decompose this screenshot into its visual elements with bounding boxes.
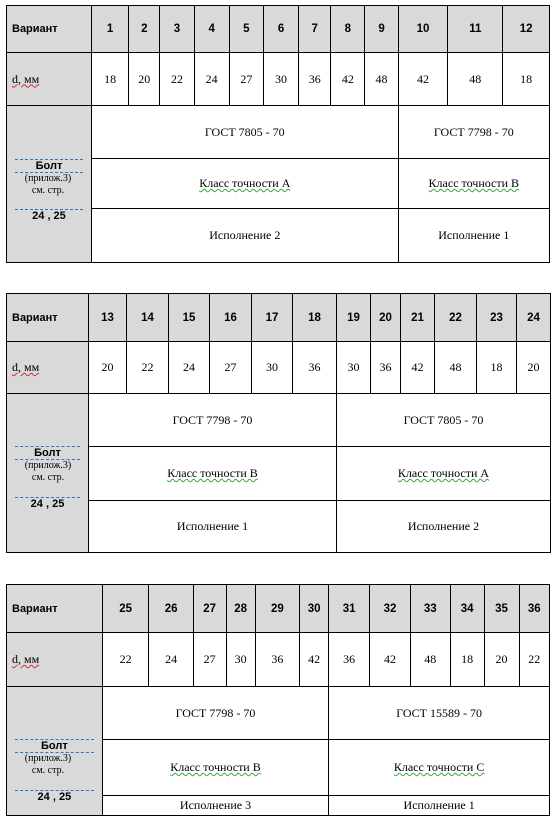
- diameter-cell: 18: [91, 53, 128, 106]
- diameter-cell: 30: [337, 342, 371, 394]
- diameter-cell: 48: [448, 53, 503, 106]
- variant-cell: 18: [293, 294, 337, 342]
- accuracy-class-cell: Класс точности В: [89, 447, 337, 500]
- variant-cell: 23: [477, 294, 517, 342]
- diameter-cell: 22: [519, 633, 549, 687]
- diameter-cell: 42: [398, 53, 448, 106]
- gost-cell: ГОСТ 7798 - 70: [398, 106, 549, 159]
- diameter-cell: 36: [293, 342, 337, 394]
- diameter-row: [7, 633, 550, 687]
- diameter-cell: 18: [477, 342, 517, 394]
- accuracy-class-cell: Класс точности С: [329, 740, 550, 795]
- accuracy-class-cell: Класс точности В: [398, 159, 549, 208]
- accuracy-class-cell: Класс точности В: [102, 740, 328, 795]
- execution-cell: Исполнение 3: [102, 795, 328, 815]
- variant-label: Вариант: [7, 6, 92, 53]
- appendix-reference: (прилож.3) см. стр.: [24, 460, 72, 483]
- diameter-cell: 42: [401, 342, 435, 394]
- variant-cell: 30: [300, 585, 329, 633]
- diameter-cell: 48: [410, 633, 450, 687]
- variant-cell: 8: [331, 6, 365, 53]
- variant-cell: 20: [371, 294, 401, 342]
- variant-table-3: [6, 584, 550, 816]
- variant-cell: 25: [102, 585, 149, 633]
- bolt-label-cell: [7, 394, 89, 553]
- variant-table-2: [6, 293, 551, 553]
- appendix-reference: (прилож.3) см. стр.: [24, 173, 72, 196]
- variant-row: [7, 585, 550, 633]
- gost-cell: ГОСТ 7805 - 70: [337, 394, 551, 447]
- variant-cell: 32: [370, 585, 411, 633]
- variant-cell: 19: [337, 294, 371, 342]
- gost-cell: ГОСТ 7805 - 70: [91, 106, 398, 159]
- accuracy-class-cell: Класс точности А: [337, 447, 551, 500]
- diameter-row: [7, 53, 550, 106]
- variant-cell: 5: [229, 6, 263, 53]
- variant-cell: 28: [226, 585, 255, 633]
- variant-cell: 35: [484, 585, 519, 633]
- variant-cell: 7: [299, 6, 331, 53]
- diameter-cell: 27: [210, 342, 252, 394]
- variant-cell: 36: [519, 585, 549, 633]
- gost-cell: ГОСТ 15589 - 70: [329, 687, 550, 740]
- diameter-cell: 27: [229, 53, 263, 106]
- variant-label: Вариант: [7, 294, 89, 342]
- diameter-cell: 27: [193, 633, 226, 687]
- diameter-label: d, мм: [7, 342, 89, 394]
- variant-cell: 2: [129, 6, 160, 53]
- variant-cell: 26: [149, 585, 193, 633]
- diameter-cell: 30: [252, 342, 293, 394]
- variant-cell: 29: [255, 585, 299, 633]
- execution-cell: Исполнение 2: [337, 500, 551, 552]
- diameter-cell: 36: [299, 53, 331, 106]
- bolt-label: Болт: [15, 446, 80, 460]
- accuracy-class-cell: Класс точности А: [91, 159, 398, 208]
- gost-cell: ГОСТ 7798 - 70: [89, 394, 337, 447]
- diameter-cell: 20: [484, 633, 519, 687]
- page-reference: 24 , 25: [15, 790, 94, 803]
- diameter-cell: 42: [300, 633, 329, 687]
- execution-cell: Исполнение 1: [89, 500, 337, 552]
- variant-cell: 31: [329, 585, 370, 633]
- execution-cell: Исполнение 2: [91, 208, 398, 262]
- diameter-cell: 20: [89, 342, 127, 394]
- execution-cell: Исполнение 1: [398, 208, 549, 262]
- diameter-cell: 48: [435, 342, 477, 394]
- diameter-cell: 36: [371, 342, 401, 394]
- variant-cell: 17: [252, 294, 293, 342]
- variant-cell: 21: [401, 294, 435, 342]
- variant-cell: 34: [450, 585, 484, 633]
- variant-cell: 11: [448, 6, 503, 53]
- diameter-cell: 18: [450, 633, 484, 687]
- diameter-label: d, мм: [7, 53, 92, 106]
- variant-cell: 3: [160, 6, 194, 53]
- diameter-cell: 24: [169, 342, 210, 394]
- diameter-cell: 24: [149, 633, 193, 687]
- page-reference: 24 , 25: [15, 209, 83, 222]
- variant-label: Вариант: [7, 585, 103, 633]
- variant-cell: 22: [435, 294, 477, 342]
- diameter-cell: 22: [160, 53, 194, 106]
- variant-cell: 10: [398, 6, 448, 53]
- variant-row: [7, 6, 550, 53]
- variant-cell: 15: [169, 294, 210, 342]
- variant-cell: 16: [210, 294, 252, 342]
- diameter-cell: 30: [263, 53, 298, 106]
- variant-cell: 9: [365, 6, 398, 53]
- gost-row: [7, 687, 550, 740]
- diameter-cell: 36: [255, 633, 299, 687]
- bolt-label-cell: [7, 687, 103, 816]
- bolt-label-cell: [7, 106, 92, 263]
- diameter-cell: 24: [194, 53, 229, 106]
- diameter-cell: 48: [365, 53, 398, 106]
- diameter-cell: 22: [127, 342, 169, 394]
- page-reference: 24 , 25: [15, 497, 80, 510]
- variant-cell: 6: [263, 6, 298, 53]
- appendix-reference: (прилож.3) см. стр.: [24, 753, 72, 776]
- variant-cell: 1: [91, 6, 128, 53]
- bolt-label: Болт: [15, 739, 94, 753]
- variant-cell: 13: [89, 294, 127, 342]
- diameter-cell: 30: [226, 633, 255, 687]
- diameter-cell: 36: [329, 633, 370, 687]
- diameter-cell: 22: [102, 633, 149, 687]
- diameter-row: [7, 342, 551, 394]
- gost-cell: ГОСТ 7798 - 70: [102, 687, 328, 740]
- execution-cell: Исполнение 1: [329, 795, 550, 815]
- variant-cell: 24: [517, 294, 551, 342]
- diameter-cell: 18: [503, 53, 550, 106]
- variant-cell: 14: [127, 294, 169, 342]
- variant-cell: 27: [193, 585, 226, 633]
- bolt-label: Болт: [15, 159, 83, 173]
- diameter-cell: 20: [517, 342, 551, 394]
- diameter-cell: 42: [331, 53, 365, 106]
- gost-row: [7, 394, 551, 447]
- variant-row: [7, 294, 551, 342]
- diameter-cell: 42: [370, 633, 411, 687]
- diameter-cell: 20: [129, 53, 160, 106]
- variant-table-1: [6, 5, 550, 263]
- diameter-label: d, мм: [7, 633, 103, 687]
- variant-cell: 4: [194, 6, 229, 53]
- gost-row: [7, 106, 550, 159]
- variant-cell: 33: [410, 585, 450, 633]
- variant-cell: 12: [503, 6, 550, 53]
